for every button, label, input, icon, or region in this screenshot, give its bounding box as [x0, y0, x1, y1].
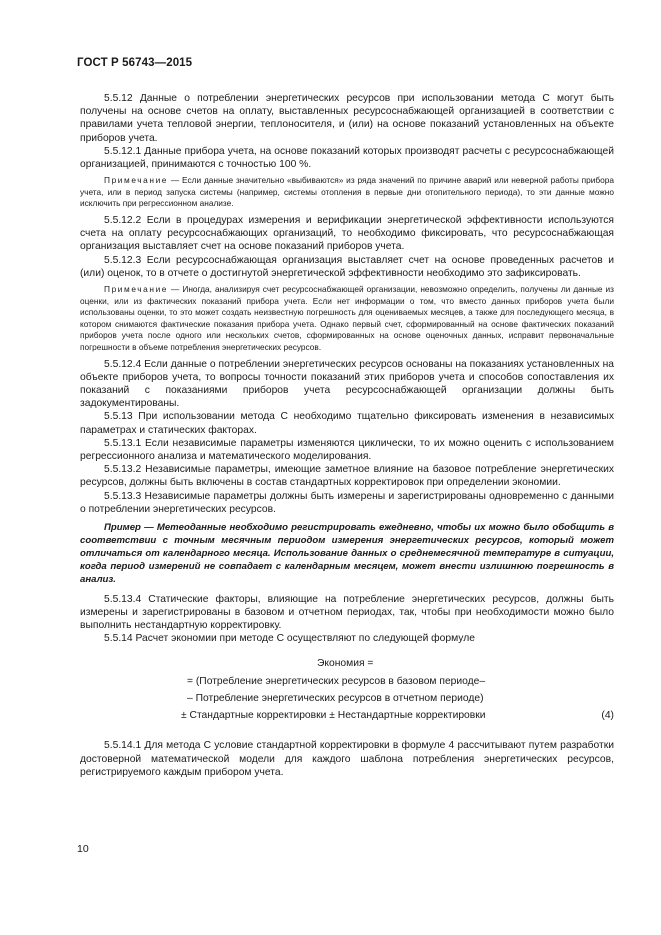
- paragraph-5-5-12: 5.5.12 Данные о потреблении энергетических ресурсов при использовании метода С могут быть получены на основе счетов на оплату, выставленных ресурсоснабжающей организацией в соответствии с правилами учета тепловой энергии, теплоносителя, и (или) на основе показаний установленных на объекте приборов учета.: [80, 93, 614, 144]
- paragraph-5-5-12-2: 5.5.12.2 Если в процедурах измерения и верификации энергетической эффективности используются счета на оплату ресурсоснабжающих организаций, то необходимо фиксировать, что ресурсоснабжающая организация выставляет счет на основе показаний приборов учета.: [80, 215, 614, 253]
- paragraph-5-5-13-2: 5.5.13.2 Независимые параметры, имеющие заметное влияние на базовое потребление энергетических ресурсов, должны быть включены в состав стандартных корректировок при определении экономии.: [80, 464, 614, 489]
- paragraph-5-5-13: 5.5.13 При использовании метода С необходимо тщательно фиксировать изменения в независимых параметрах и статических факторах.: [80, 411, 614, 436]
- note-1: [80, 175, 614, 210]
- formula-line-2: = (Потребление энергетических ресурсов в базовом периоде–: [187, 676, 486, 688]
- standard-header: ГОСТ Р 56743—2015: [77, 57, 193, 69]
- paragraph-5-5-12-1: 5.5.12.1 Данные прибора учета, на основе показаний которых производят расчеты с ресурсоснабжающей организацией, принимаются с точностью 100 %.: [80, 145, 614, 171]
- formula-line-3: – Потребление энергетических ресурсов в отчетном периоде): [187, 693, 484, 705]
- example-block: [80, 522, 614, 587]
- paragraph-5-5-13-4: 5.5.13.4 Статические факторы, влияющие на потребление энергетических ресурсов, должны быть измерены и зарегистрированы в базовом и отчетном периодах, так, чтобы при необходимости можно было выполнить нестандартную корректировку.: [80, 593, 614, 631]
- paragraph-5-5-13-1: 5.5.13.1 Если независимые параметры изменяются циклически, то их можно оценить с использованием регрессионного анализа и математического моделирования.: [80, 437, 614, 462]
- formula-4: [80, 657, 614, 727]
- example-text: Пример — Метеоданные необходимо регистрировать ежедневно, чтобы их можно было обобщить в соответствии с точным месячным периодом измерения энергетических ресурсов, который может отличаться от календарного месяца. Использование данных о среднемесячной температуре в ситуации, когда период измерений не совпадает с календарным месяцем, может внести излишнюю погрешность в анализ.: [80, 522, 614, 585]
- note-text: — Если данные значительно «выбиваются» из ряда значений по причине аварий или неверной работы прибора учета, или в период запуска системы (например, системы отопления в первые дни отопительного периода), то эти данные можно исключить при регрессионном анализе.: [80, 175, 614, 209]
- formula-line-1: Экономия =: [317, 658, 374, 670]
- paragraph-5-5-13-3: 5.5.13.3 Независимые параметры должны быть измерены и зарегистрированы одновременно с данными о потреблении энергетических ресурсов.: [80, 490, 614, 515]
- page-number: 10: [77, 843, 89, 855]
- document-body: [80, 92, 614, 779]
- paragraph-5-5-12-4: 5.5.12.4 Если данные о потреблении энергетических ресурсов основаны на показаниях установленных на объекте приборов учета, то вопросы точности показаний этих приборов учета и способов сопоставления их показаний с показаниями приборов учета ресурсоснабжающей организации должны быть задокументированы.: [80, 358, 614, 410]
- formula-line-4: ± Стандартные корректировки ± Нестандартные корректировки: [181, 710, 486, 722]
- paragraph-5-5-14-1: 5.5.14.1 Для метода С условие стандартной корректировки в формуле 4 рассчитывают путем разработки достоверной математической модели для каждого шаблона потребления энергетических ресурсов, регистрируемого каждым прибором учета.: [80, 740, 614, 778]
- note-label: Примечание: [104, 284, 169, 295]
- note-label: Примечание: [104, 175, 169, 186]
- paragraph-5-5-14: 5.5.14 Расчет экономии при методе С осуществляют по следующей формуле: [104, 633, 475, 645]
- note-text: — Иногда, анализируя счет ресурсоснабжающей организации, невозможно определить, получены ли данные из оценки, или из фактических показаний прибора учета. Если нет информации о том, что вместо данных приборов учета были использованы оценки, то это может создать неизвестную погрешность для оцениваемых месяцев, а также для последующего месяца, в котором снимаются фактические показания прибора учета. Однако первый счет, сформированный на основе фактических показаний приборов учета после одного или нескольких счетов, сформированных на основе оценочных данных, исправит первоначальные погрешности в объеме потребления энергетических ресурсов.: [80, 284, 614, 352]
- paragraph-5-5-12-3: 5.5.12.3 Если ресурсоснабжающая организация выставляет счет на основе проведенных расчетов и (или) оценок, то в отчете о достигнутой энергетической эффективности необходимо это зафиксировать.: [80, 254, 614, 279]
- formula-number: (4): [601, 710, 614, 722]
- note-2: [80, 284, 614, 354]
